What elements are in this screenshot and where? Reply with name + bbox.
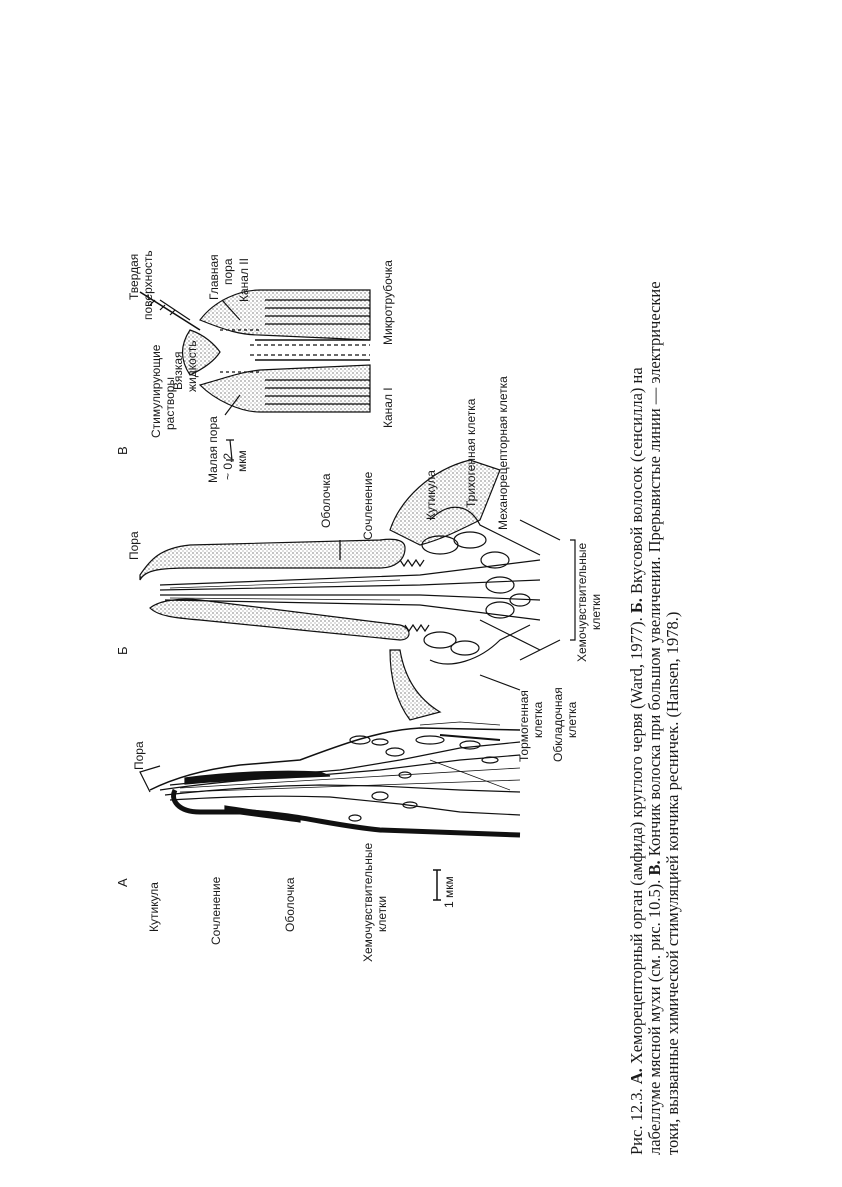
label-b-hemo-2: клетки — [589, 593, 603, 630]
label-b-obolochka: Оболочка — [319, 473, 333, 528]
label-a-hemo-1: Хемочувствительные — [361, 842, 375, 962]
label-b-obkladoch-1: Обкладочная — [551, 687, 565, 762]
label-v-scale-value: ~ 0,2 — [221, 452, 235, 480]
label-v-kanal2: Канал II — [237, 258, 251, 302]
label-b-tormogen-2: клетка — [531, 701, 545, 738]
label-a-pora: Пора — [132, 741, 146, 770]
caption-marker-a: А. — [627, 1068, 646, 1085]
label-b-sochlenenie: Сочленение — [361, 471, 375, 540]
caption-marker-v: В. — [645, 860, 664, 876]
label-a-hemo-2: клетки — [375, 895, 389, 932]
label-a-obolochka: Оболочка — [283, 877, 297, 932]
caption-text-b: Вкусовой волосок (сенсилла) на — [627, 367, 646, 599]
caption-text-a: Хеморецепторный орган (амфида) круглого червя (Ward, 1977). — [627, 617, 646, 1069]
label-a-kutikula: Кутикула — [147, 882, 161, 932]
label-v-kanal1: Канал I — [381, 387, 395, 428]
caption-line-2 — [646, 155, 664, 1155]
label-a-sochlenenie: Сочленение — [209, 876, 223, 945]
panel-b-letter: Б — [115, 646, 130, 655]
caption-line-1 — [628, 155, 646, 1155]
label-v-glavnaya-2: пора — [221, 258, 235, 285]
caption-text-v: Кончик волоска при большом увеличении. Прерывистые линии — электрические — [645, 281, 664, 861]
label-b-trihogen: Трихогенная клетка — [464, 398, 478, 508]
label-v-glavnaya-1: Главная — [207, 254, 221, 300]
caption-line-3 — [664, 155, 682, 1155]
label-v-malaya-pora: Малая пора — [206, 416, 220, 483]
label-v-vyazkaya-1: Вязкая — [171, 351, 185, 390]
label-b-kutikula: Кутикула — [424, 470, 438, 520]
caption-marker-b: Б. — [627, 598, 646, 614]
label-b-mehanoreceptor: Механорецепторная клетка — [496, 376, 510, 530]
label-v-tverdaya-1: Твердая — [127, 253, 141, 300]
label-v-stimul-2: растворы — [163, 376, 177, 430]
panel-v-letter: В — [115, 446, 130, 455]
label-v-mikrotrubochka: Микротрубочка — [381, 260, 395, 345]
label-v-stimul-1: Стимулирующие — [149, 344, 163, 438]
caption-text-3: токи, вызванные химической стимуляцией кончика ресничек. (Hansen, 1978.) — [663, 611, 682, 1155]
label-b-hemo-1: Хемочувствительные — [575, 542, 589, 662]
panel-a-drawing — [140, 722, 520, 900]
caption-figure-number: Рис. 12.3. — [627, 1088, 646, 1155]
label-v-vyazkaya-2: жидкость — [185, 340, 199, 392]
label-b-pora: Пора — [127, 531, 141, 560]
label-b-tormogen-1: Тормогенная — [517, 690, 531, 762]
label-v-tverdaya-2: поверхность — [141, 250, 155, 320]
label-a-scale: 1 мкм — [442, 876, 456, 908]
panel-a-letter: А — [115, 878, 130, 887]
label-v-scale-unit: мкм — [235, 450, 249, 472]
caption-text-2: лабеллуме мясной мухи (см. рис. 10.5). — [645, 879, 664, 1155]
label-b-obkladoch-2: клетка — [565, 701, 579, 738]
